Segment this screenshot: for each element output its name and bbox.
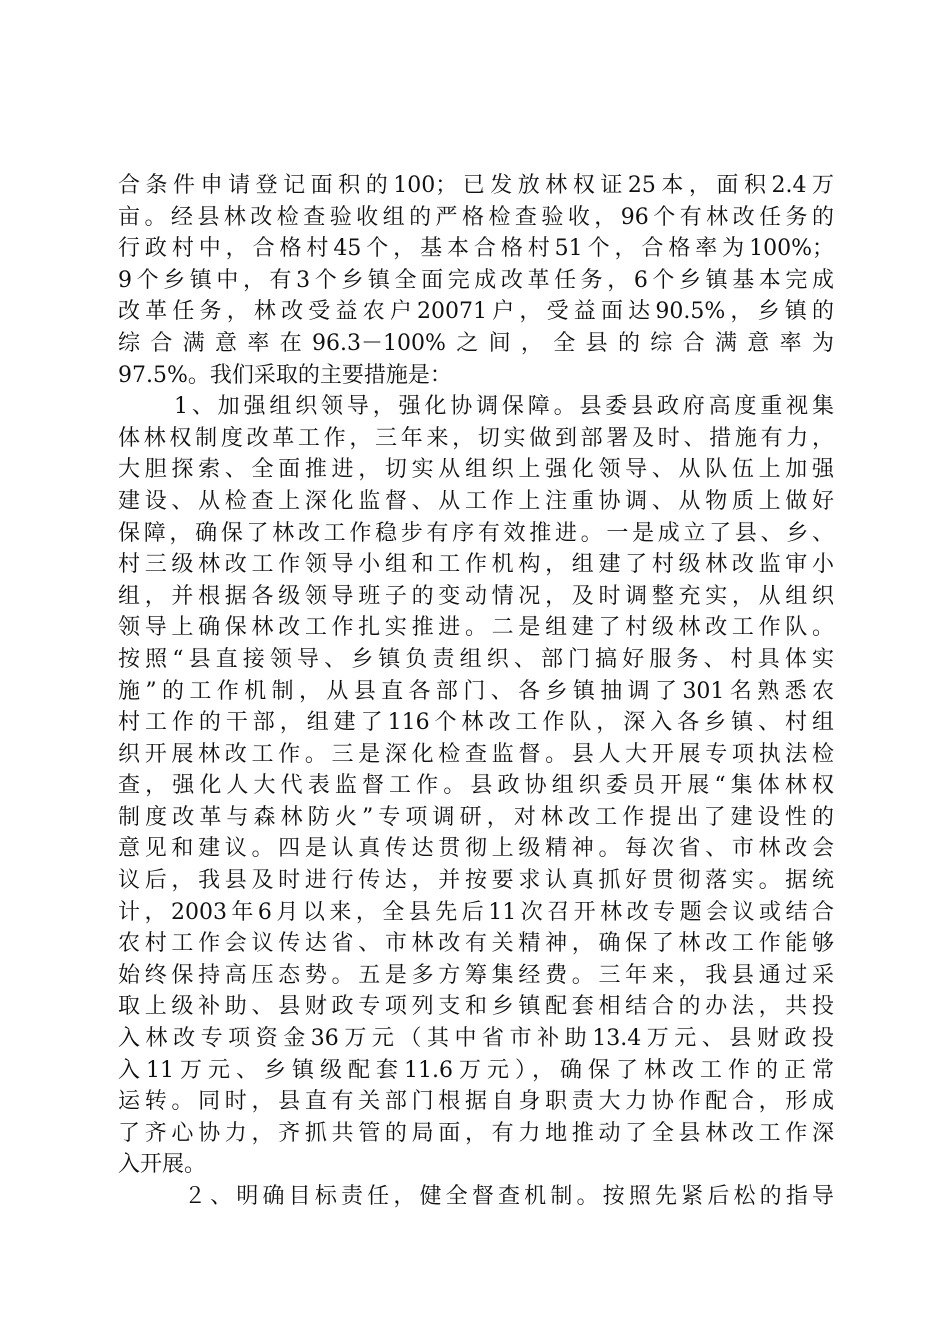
text-line: ２、明确目标责任，健全督查机制。按照先紧后松的指导 [184,1184,834,1209]
text-line: 始终保持高压态势。五是多方筹集经费。三年来，我县通过采 [118,962,834,988]
paragraph-measure-1 [118,391,834,1181]
text-line: 织开展林改工作。三是深化检查监督。县人大开展专项执法检 [118,741,834,767]
text-line: 查，强化人大代表监督工作。县政协组织委员开展“集体林权 [118,773,834,799]
text-line: 了齐心协力，齐抓共管的局面，有力地推动了全县林改工作深 [118,1120,834,1146]
text-line: 合条件申请登记面积的100；已发放林权证25本，面积2.4万 [118,173,834,198]
text-line: 体林权制度改革工作，三年来，切实做到部署及时、措施有力， [118,425,834,451]
text-line: 取上级补助、县财政专项列支和乡镇配套相结合的办法，共投 [118,994,834,1020]
text-line: 建设、从检查上深化监督、从工作上注重协调、从物质上做好 [118,488,834,514]
text-line: 村工作的干部，组建了116个林改工作队，深入各乡镇、村组 [118,710,834,736]
text-line: 97.5%。我们采取的主要措施是： [118,362,452,388]
text-line: 综合满意率在96.3－100%之间，全县的综合满意率为 [118,330,834,356]
text-line: 按照“县直接领导、乡镇负责组织、部门搞好服务、村具体实 [118,646,834,672]
text-line: 改革任务，林改受益农户20071户，受益面达90.5%，乡镇的 [118,299,834,325]
text-line: 计，2003年6月以来，全县先后11次召开林改专题会议或结合 [118,899,834,925]
text-line: 组，并根据各级领导班子的变动情况，及时调整充实，从组织 [118,583,834,609]
text-line: 入林改专项资金36万元（其中省市补助13.4万元、县财政投 [118,1026,834,1052]
paragraph-results-summary [118,170,834,391]
text-line: 议后，我县及时进行传达，并按要求认真抓好贯彻落实。据统 [118,868,834,894]
text-line: 入11万元、乡镇级配套11.6万元），确保了林改工作的正常 [118,1057,834,1083]
text-line: 1、加强组织领导，强化协调保障。县委县政府高度重视集 [174,394,834,420]
text-line: 施”的工作机制，从县直各部门、各乡镇抽调了301名熟悉农 [118,678,834,704]
text-line: 农村工作会议传达省、市林改有关精神，确保了林改工作能够 [118,931,834,957]
text-line: 制度改革与森林防火”专项调研，对林改工作提出了建设性的 [118,804,834,830]
text-line: 保障，确保了林改工作稳步有序有效推进。一是成立了县、乡、 [118,520,834,546]
text-line: 村三级林改工作领导小组和工作机构，组建了村级林改监审小 [118,552,834,578]
text-line: 意见和建议。四是认真传达贯彻上级精神。每次省、市林改会 [118,836,834,862]
text-line: 领导上确保林改工作扎实推进。二是组建了村级林改工作队。 [118,615,834,641]
text-line: 大胆探索、全面推进，切实从组织上强化领导、从队伍上加强 [118,457,834,483]
document-body [118,170,834,1213]
text-line: 行政村中，合格村45个，基本合格村51个，合格率为100%； [118,236,834,262]
text-line: 入开展。 [118,1152,207,1178]
text-line: 亩。经县林改检查验收组的严格检查验收，96个有林改任务的 [118,204,834,230]
text-line: 9个乡镇中，有3个乡镇全面完成改革任务，6个乡镇基本完成 [118,267,834,293]
paragraph-measure-2 [118,1181,834,1213]
text-line: 运转。同时，县直有关部门根据自身职责大力协作配合，形成 [118,1089,834,1115]
